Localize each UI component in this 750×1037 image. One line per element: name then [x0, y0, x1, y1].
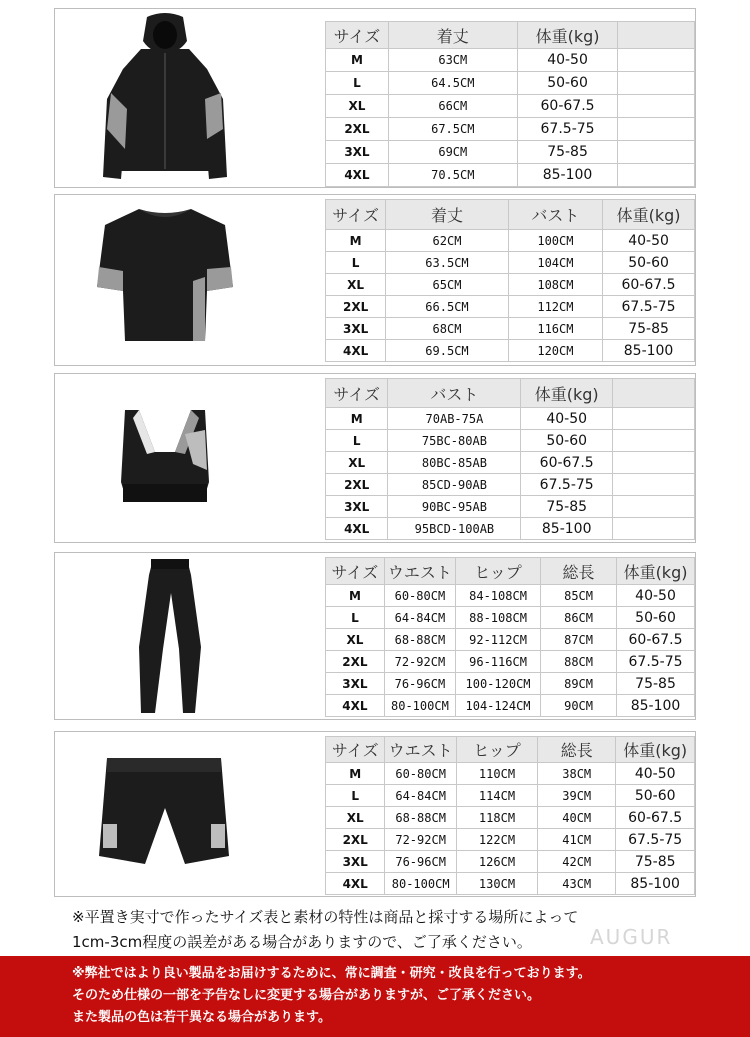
value-cell: 104-124CM: [455, 695, 540, 717]
size-cell: 2XL: [326, 651, 385, 673]
table-row: [326, 430, 695, 452]
empty-cell: [618, 164, 695, 187]
table-row: [326, 118, 695, 141]
value-cell: 80-100CM: [384, 695, 455, 717]
size-table-leggings: [325, 557, 695, 717]
weight-cell: 67.5-75: [617, 651, 695, 673]
measurement-note-line2: 1cm-3cm程度の誤差がある場合がありますので、ご了承ください。: [72, 933, 532, 951]
value-cell: 76-96CM: [384, 673, 455, 695]
weight-cell: 85-100: [617, 695, 695, 717]
weight-cell: 85-100: [521, 518, 612, 540]
weight-cell: 67.5-75: [517, 118, 618, 141]
header-weight: 体重(kg): [617, 558, 695, 585]
empty-cell: [612, 408, 694, 430]
table-row: [326, 851, 695, 873]
empty-cell: [618, 118, 695, 141]
size-card-jacket: [54, 8, 696, 188]
notice-banner: [0, 956, 750, 1037]
size-card-leggings: [54, 552, 696, 720]
empty-cell: [618, 141, 695, 164]
size-card-tshirt: [54, 194, 696, 366]
size-cell: L: [326, 430, 388, 452]
weight-cell: 40-50: [521, 408, 612, 430]
size-cell: L: [326, 252, 386, 274]
header-weight: 体重(kg): [603, 200, 695, 230]
value-cell: 108CM: [508, 274, 602, 296]
size-cell: 2XL: [326, 118, 389, 141]
size-cell: XL: [326, 95, 389, 118]
header-empty: [618, 22, 695, 49]
value-cell: 63.5CM: [386, 252, 509, 274]
value-cell: 96-116CM: [455, 651, 540, 673]
weight-cell: 60-67.5: [617, 629, 695, 651]
table-row: [326, 829, 695, 851]
table-row: [326, 763, 695, 785]
weight-cell: 60-67.5: [603, 274, 695, 296]
header-hip: ヒップ: [456, 737, 537, 763]
size-cell: 3XL: [326, 496, 388, 518]
table-header-row: [326, 379, 695, 408]
weight-cell: 60-67.5: [616, 807, 695, 829]
table-row: [326, 318, 695, 340]
value-cell: 110CM: [456, 763, 537, 785]
value-cell: 38CM: [538, 763, 616, 785]
weight-cell: 75-85: [517, 141, 618, 164]
value-cell: 90CM: [541, 695, 617, 717]
empty-cell: [612, 496, 694, 518]
value-cell: 60-80CM: [385, 763, 456, 785]
table-row: [326, 340, 695, 362]
value-cell: 72-92CM: [385, 829, 456, 851]
size-cell: XL: [326, 452, 388, 474]
size-cell: XL: [326, 629, 385, 651]
weight-cell: 75-85: [617, 673, 695, 695]
empty-cell: [612, 474, 694, 496]
value-cell: 76-96CM: [385, 851, 456, 873]
size-cell: 4XL: [326, 695, 385, 717]
banner-line3: また製品の色は若干異なる場合があります。: [72, 1010, 331, 1025]
value-cell: 69.5CM: [386, 340, 509, 362]
value-cell: 42CM: [538, 851, 616, 873]
table-row: [326, 651, 695, 673]
header-size: サイズ: [326, 379, 388, 408]
weight-cell: 67.5-75: [616, 829, 695, 851]
value-cell: 100CM: [508, 230, 602, 252]
weight-cell: 40-50: [517, 49, 618, 72]
table-row: [326, 164, 695, 187]
value-cell: 70.5CM: [388, 164, 517, 187]
weight-cell: 40-50: [603, 230, 695, 252]
weight-cell: 50-60: [521, 430, 612, 452]
value-cell: 92-112CM: [455, 629, 540, 651]
value-cell: 86CM: [541, 607, 617, 629]
value-cell: 118CM: [456, 807, 537, 829]
header-size: サイズ: [326, 558, 385, 585]
value-cell: 116CM: [508, 318, 602, 340]
table-header-row: [326, 200, 695, 230]
table-row: [326, 474, 695, 496]
value-cell: 80BC-85AB: [388, 452, 521, 474]
value-cell: 87CM: [541, 629, 617, 651]
value-cell: 64.5CM: [388, 72, 517, 95]
weight-cell: 75-85: [521, 496, 612, 518]
size-cell: M: [326, 585, 385, 607]
size-card-shorts: [54, 731, 696, 897]
table-row: [326, 673, 695, 695]
weight-cell: 67.5-75: [521, 474, 612, 496]
header-total-length: 総長: [538, 737, 616, 763]
table-header-row: [326, 737, 695, 763]
watermark: AUGUR: [590, 925, 673, 949]
value-cell: 104CM: [508, 252, 602, 274]
header-hip: ヒップ: [455, 558, 540, 585]
value-cell: 85CM: [541, 585, 617, 607]
table-row: [326, 72, 695, 95]
header-waist: ウエスト: [385, 737, 456, 763]
value-cell: 100-120CM: [455, 673, 540, 695]
value-cell: 64-84CM: [384, 607, 455, 629]
value-cell: 75BC-80AB: [388, 430, 521, 452]
header-bust: バスト: [508, 200, 602, 230]
size-table-tshirt: [325, 199, 695, 362]
weight-cell: 75-85: [603, 318, 695, 340]
value-cell: 64-84CM: [385, 785, 456, 807]
size-table-shorts: [325, 736, 695, 895]
table-row: [326, 141, 695, 164]
value-cell: 66CM: [388, 95, 517, 118]
value-cell: 66.5CM: [386, 296, 509, 318]
value-cell: 72-92CM: [384, 651, 455, 673]
header-weight: 体重(kg): [616, 737, 695, 763]
size-cell: 3XL: [326, 851, 385, 873]
header-empty: [612, 379, 694, 408]
weight-cell: 40-50: [617, 585, 695, 607]
value-cell: 89CM: [541, 673, 617, 695]
banner-line1: ※弊社ではより良い製品をお届けするために、常に調査・研究・改良を行っております。: [72, 966, 591, 981]
table-row: [326, 785, 695, 807]
table-row: [326, 452, 695, 474]
header-bust: バスト: [388, 379, 521, 408]
empty-cell: [618, 72, 695, 95]
value-cell: 68-88CM: [384, 629, 455, 651]
size-cell: XL: [326, 274, 386, 296]
value-cell: 41CM: [538, 829, 616, 851]
value-cell: 39CM: [538, 785, 616, 807]
size-cell: XL: [326, 807, 385, 829]
weight-cell: 75-85: [616, 851, 695, 873]
weight-cell: 50-60: [616, 785, 695, 807]
empty-cell: [612, 452, 694, 474]
value-cell: 122CM: [456, 829, 537, 851]
table-row: [326, 95, 695, 118]
bra-image: [55, 374, 271, 542]
value-cell: 43CM: [538, 873, 616, 895]
table-row: [326, 274, 695, 296]
table-row: [326, 873, 695, 895]
value-cell: 80-100CM: [385, 873, 456, 895]
table-header-row: [326, 22, 695, 49]
empty-cell: [612, 430, 694, 452]
header-size: サイズ: [326, 200, 386, 230]
size-cell: 3XL: [326, 318, 386, 340]
weight-cell: 50-60: [517, 72, 618, 95]
weight-cell: 85-100: [517, 164, 618, 187]
empty-cell: [618, 49, 695, 72]
size-cell: 4XL: [326, 518, 388, 540]
table-row: [326, 296, 695, 318]
value-cell: 120CM: [508, 340, 602, 362]
value-cell: 62CM: [386, 230, 509, 252]
table-row: [326, 496, 695, 518]
size-table-bra: [325, 378, 695, 540]
weight-cell: 85-100: [616, 873, 695, 895]
size-card-bra: [54, 373, 696, 543]
value-cell: 84-108CM: [455, 585, 540, 607]
weight-cell: 60-67.5: [521, 452, 612, 474]
size-cell: M: [326, 763, 385, 785]
weight-cell: 50-60: [617, 607, 695, 629]
table-row: [326, 629, 695, 651]
weight-cell: 40-50: [616, 763, 695, 785]
header-size: サイズ: [326, 22, 389, 49]
table-row: [326, 807, 695, 829]
size-table-jacket: [325, 21, 695, 187]
weight-cell: 67.5-75: [603, 296, 695, 318]
shorts-image: [55, 732, 271, 896]
header-size: サイズ: [326, 737, 385, 763]
header-weight: 体重(kg): [521, 379, 612, 408]
table-row: [326, 252, 695, 274]
value-cell: 60-80CM: [384, 585, 455, 607]
size-cell: 3XL: [326, 673, 385, 695]
measurement-note-line1: ※平置き実寸で作ったサイズ表と素材の特性は商品と採寸する場所によって: [72, 908, 579, 926]
size-cell: M: [326, 230, 386, 252]
value-cell: 69CM: [388, 141, 517, 164]
banner-line2: そのため仕様の一部を予告なしに変更する場合がありますが、ご了承ください。: [72, 988, 541, 1003]
table-row: [326, 695, 695, 717]
leggings-image: [55, 553, 271, 719]
value-cell: 68CM: [386, 318, 509, 340]
size-cell: M: [326, 408, 388, 430]
size-cell: 4XL: [326, 340, 386, 362]
value-cell: 112CM: [508, 296, 602, 318]
header-length: 着丈: [386, 200, 509, 230]
size-cell: M: [326, 49, 389, 72]
size-cell: L: [326, 72, 389, 95]
size-cell: 2XL: [326, 474, 388, 496]
size-cell: L: [326, 607, 385, 629]
empty-cell: [618, 95, 695, 118]
table-row: [326, 607, 695, 629]
empty-cell: [612, 518, 694, 540]
value-cell: 70AB-75A: [388, 408, 521, 430]
weight-cell: 50-60: [603, 252, 695, 274]
value-cell: 67.5CM: [388, 118, 517, 141]
table-row: [326, 49, 695, 72]
size-cell: 3XL: [326, 141, 389, 164]
table-row: [326, 585, 695, 607]
value-cell: 85CD-90AB: [388, 474, 521, 496]
value-cell: 130CM: [456, 873, 537, 895]
value-cell: 114CM: [456, 785, 537, 807]
header-total-length: 総長: [541, 558, 617, 585]
size-cell: 4XL: [326, 164, 389, 187]
size-cell: L: [326, 785, 385, 807]
header-length: 着丈: [388, 22, 517, 49]
table-row: [326, 518, 695, 540]
value-cell: 126CM: [456, 851, 537, 873]
value-cell: 88CM: [541, 651, 617, 673]
value-cell: 40CM: [538, 807, 616, 829]
weight-cell: 60-67.5: [517, 95, 618, 118]
size-cell: 2XL: [326, 296, 386, 318]
header-weight: 体重(kg): [517, 22, 618, 49]
jacket-image: [55, 9, 271, 187]
table-row: [326, 230, 695, 252]
value-cell: 65CM: [386, 274, 509, 296]
table-row: [326, 408, 695, 430]
size-cell: 2XL: [326, 829, 385, 851]
value-cell: 88-108CM: [455, 607, 540, 629]
size-cell: 4XL: [326, 873, 385, 895]
table-header-row: [326, 558, 695, 585]
header-waist: ウエスト: [384, 558, 455, 585]
tshirt-image: [55, 195, 271, 365]
value-cell: 68-88CM: [385, 807, 456, 829]
weight-cell: 85-100: [603, 340, 695, 362]
value-cell: 95BCD-100AB: [388, 518, 521, 540]
value-cell: 90BC-95AB: [388, 496, 521, 518]
value-cell: 63CM: [388, 49, 517, 72]
